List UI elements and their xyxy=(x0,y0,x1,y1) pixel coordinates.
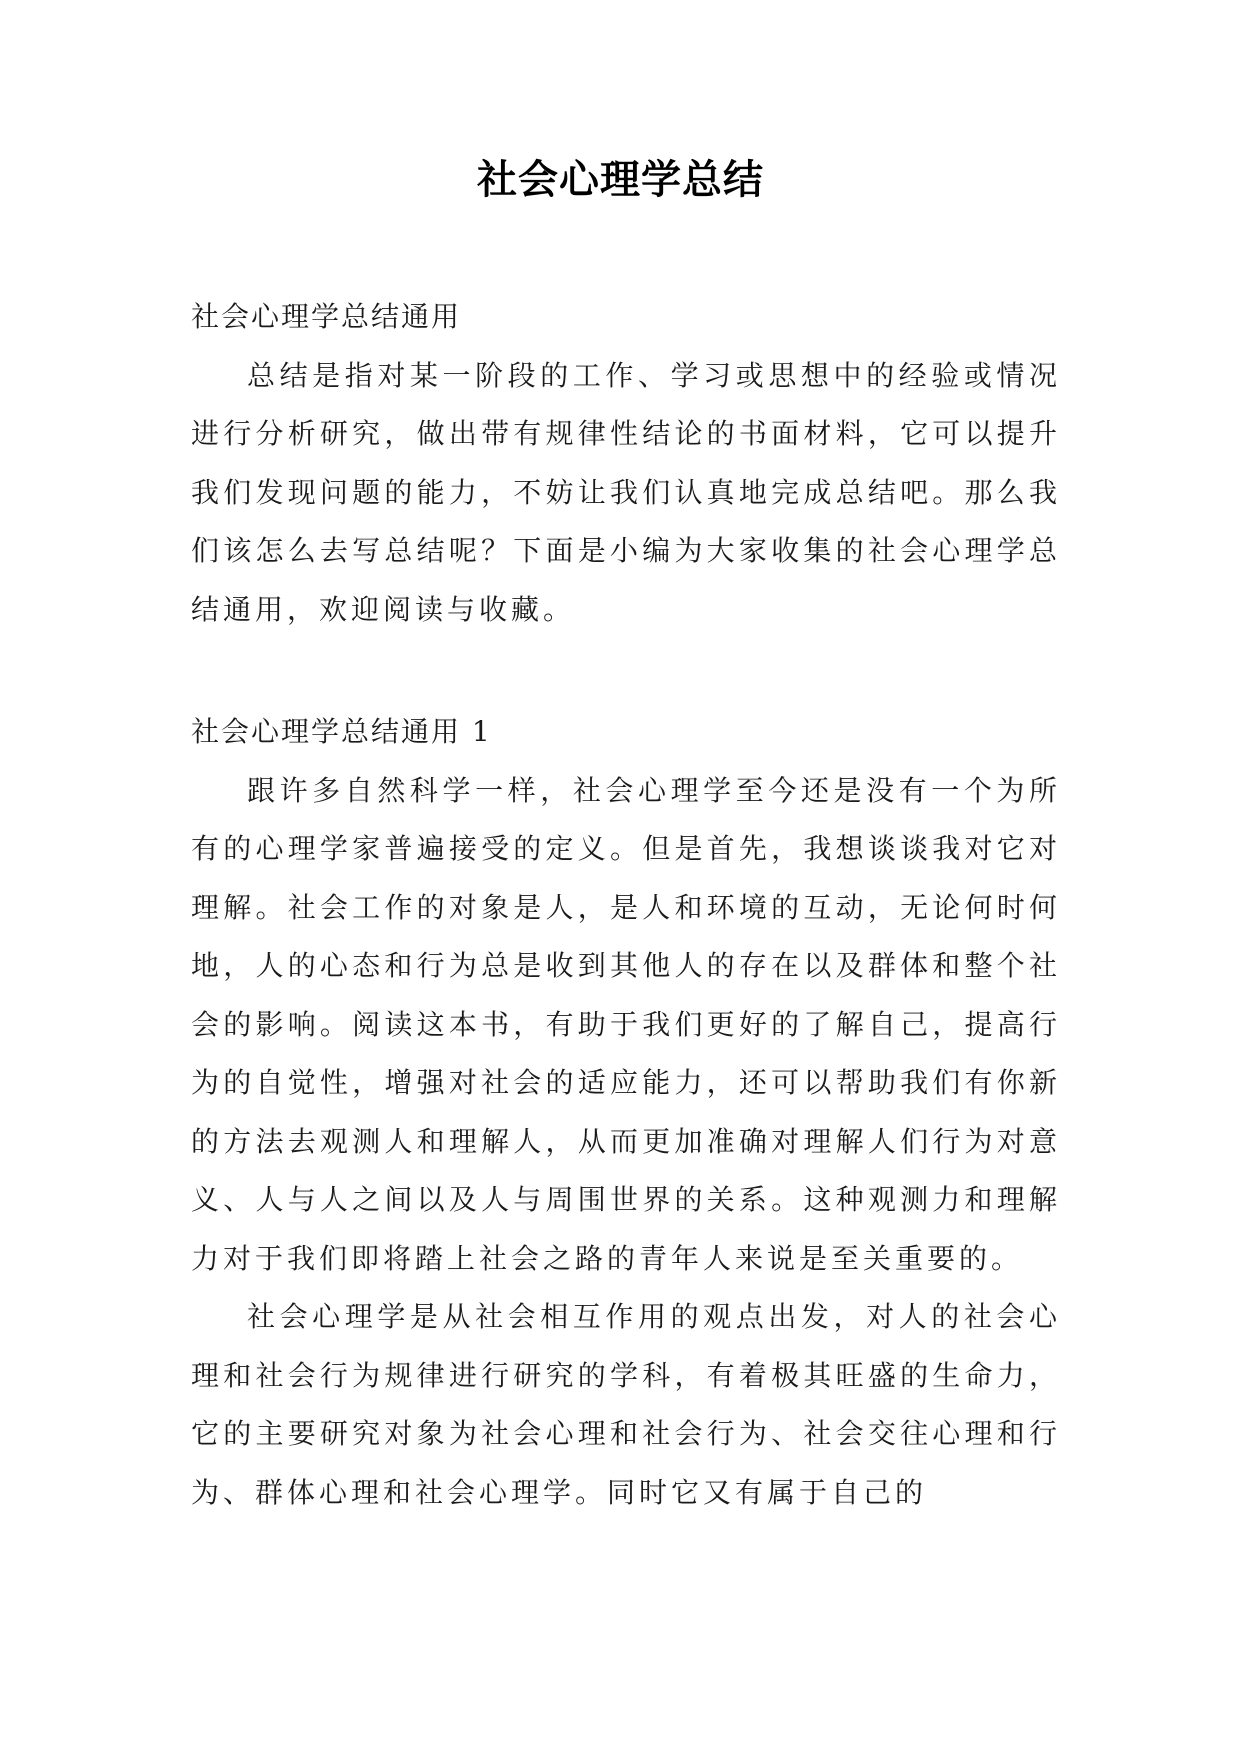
body-paragraph: 社会心理学是从社会相互作用的观点出发，对人的社会心理和社会行为规律进行研究的学科，有着极其旺盛的生命力，它的主要研究对象为社会心理和社会行为、社会交往心理和行为、群体心理和社会心理学。同时它又有属于自己的 xyxy=(191,1300,1061,1509)
body-paragraph: 跟许多自然科学一样，社会心理学至今还是没有一个为所有的心理学家普遍接受的定义。但是首先，我想谈谈我对它对理解。社会工作的对象是人，是人和环境的互动，无论何时何地，人的心态和行为总是收到其他人的存在以及群体和整个社会的影响。阅读这本书，有助于我们更好的了解自己，提高行为的自觉性，增强对社会的适应能力，还可以帮助我们有你新的方法去观测人和理解人，从而更加准确对理解人们行为对意义、人与人之间以及人与周围世界的关系。这种观测力和理解力对于我们即将踏上社会之路的青年人来说是至关重要的。 xyxy=(191,773,1061,1275)
section-heading: 社会心理学总结通用 1 xyxy=(191,715,492,748)
document-subtitle: 社会心理学总结通用 xyxy=(191,300,462,333)
intro-paragraph: 总结是指对某一阶段的工作、学习或思想中的经验或情况进行分析研究，做出带有规律性结论的书面材料，它可以提升我们发现问题的能力，不妨让我们认真地完成总结吧。那么我们该怎么去写总结呢？下面是小编为大家收集的社会心理学总结通用，欢迎阅读与收藏。 xyxy=(191,358,1061,626)
document-title: 社会心理学总结 xyxy=(477,156,764,203)
document-body xyxy=(191,288,1061,1522)
section-spacer xyxy=(191,639,1061,703)
